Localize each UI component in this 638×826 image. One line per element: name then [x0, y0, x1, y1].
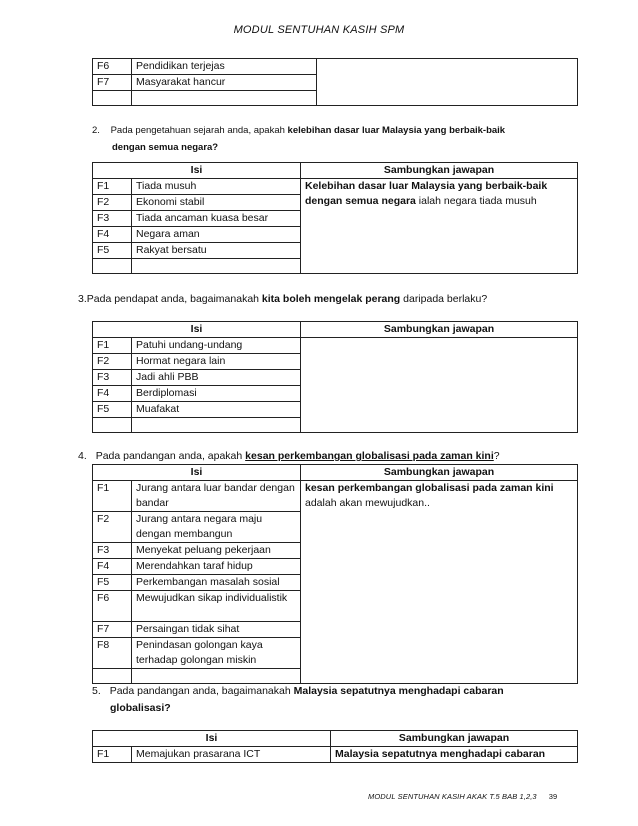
column-header-isi: Isi [93, 163, 301, 179]
table-row [93, 179, 578, 195]
row-code: F6 [93, 59, 132, 75]
page-header: MODUL SENTUHAN KASIH SPM [233, 24, 405, 36]
table-row [93, 481, 578, 512]
row-text: Perkembangan masalah sosial [132, 575, 301, 591]
page-footer [368, 792, 557, 801]
question-number: 5. [92, 685, 101, 697]
question-text-end: daripada berlaku? [400, 293, 488, 305]
question-4 [78, 448, 578, 465]
row-text: Memajukan prasarana ICT [132, 747, 331, 763]
row-text: Penindasan golongan kaya terhadap golongan miskin [132, 638, 301, 669]
row-text: Jurang antara negara maju dengan membangun [132, 512, 301, 543]
row-text: Menyekat peluang pekerjaan [132, 543, 301, 559]
column-header-sambungan: Sambungkan jawapan [331, 731, 578, 747]
row-code: F5 [93, 243, 132, 259]
table-q2 [92, 162, 578, 274]
row-code: F1 [93, 747, 132, 763]
row-code: F6 [93, 591, 132, 622]
row-text: Pendidikan terjejas [132, 59, 317, 75]
row-code: F5 [93, 575, 132, 591]
question-2 [92, 122, 562, 156]
row-text: Jurang antara luar bandar dengan bandar [132, 481, 301, 512]
answer-bold: Malaysia sepatutnya menghadapi cabaran [335, 748, 546, 760]
answer-cell [317, 59, 578, 106]
column-header-isi: Isi [93, 322, 301, 338]
row-text: Masyarakat hancur [132, 75, 317, 91]
question-text: Pada pandangan anda, apakah [95, 450, 246, 462]
row-code: F8 [93, 638, 132, 669]
column-header-isi: Isi [93, 731, 331, 747]
row-text: Persaingan tidak sihat [132, 622, 301, 638]
question-bold: kelebihan dasar luar Malaysia yang berbaik-baik [287, 125, 506, 136]
row-code: F7 [93, 75, 132, 91]
question-3 [78, 291, 578, 308]
answer-bold: kesan perkembangan globalisasi pada zaman kini [305, 482, 554, 494]
row-code: F5 [93, 402, 132, 418]
question-number: 4. [78, 450, 87, 462]
row-text: Merendahkan taraf hidup [132, 559, 301, 575]
row-code: F1 [93, 338, 132, 354]
table-continuation [92, 58, 578, 106]
answer-cell [331, 747, 578, 763]
row-text: Tiada ancaman kuasa besar [132, 211, 301, 227]
row-text: Rakyat bersatu [132, 243, 301, 259]
table-row [93, 747, 578, 763]
question-bold: kesan perkembangan globalisasi pada zaman kini [245, 450, 494, 462]
row-code: F3 [93, 211, 132, 227]
row-code: F3 [93, 543, 132, 559]
row-text: Negara aman [132, 227, 301, 243]
question-text-end: ? [493, 450, 500, 462]
row-code: F4 [93, 227, 132, 243]
column-header-isi: Isi [93, 465, 301, 481]
answer-rest: ialah negara tiada musuh [415, 195, 537, 207]
page-number: 39 [548, 792, 558, 801]
table-q3 [92, 321, 578, 433]
row-code: F2 [93, 512, 132, 543]
question-bold-2: dengan semua negara? [112, 142, 219, 153]
column-header-sambungan: Sambungkan jawapan [301, 322, 578, 338]
answer-cell [301, 338, 578, 433]
question-text: Pada pandangan anda, bagaimanakah [109, 685, 294, 697]
row-text: Tiada musuh [132, 179, 301, 195]
answer-bold: Kelebihan dasar luar Malaysia yang berbaik-baik dengan semua negara [305, 180, 548, 207]
table-row [93, 338, 578, 354]
row-code: F3 [93, 370, 132, 386]
table-q4 [92, 464, 578, 684]
row-code: F1 [93, 179, 132, 195]
row-text: Jadi ahli PBB [132, 370, 301, 386]
row-text: Ekonomi stabil [132, 195, 301, 211]
question-number: 2. [92, 125, 100, 136]
row-code: F2 [93, 195, 132, 211]
table-q5 [92, 730, 578, 763]
row-text: Muafakat [132, 402, 301, 418]
column-header-sambungan: Sambungkan jawapan [301, 163, 578, 179]
row-code: F1 [93, 481, 132, 512]
row-text: Berdiplomasi [132, 386, 301, 402]
row-code: F4 [93, 559, 132, 575]
answer-cell [301, 481, 578, 684]
question-bold-2: globalisasi? [110, 702, 171, 714]
row-code: F2 [93, 354, 132, 370]
answer-cell [301, 179, 578, 274]
row-code: F7 [93, 622, 132, 638]
question-bold: Malaysia sepatutnya menghadapi cabaran [293, 685, 504, 697]
question-text: Pada pengetahuan sejarah anda, apakah [110, 125, 288, 136]
question-5 [92, 683, 572, 717]
row-text: Hormat negara lain [132, 354, 301, 370]
row-code: F4 [93, 386, 132, 402]
row-text: Mewujudkan sikap individualistik [132, 591, 301, 622]
answer-rest: adalah akan mewujudkan.. [305, 497, 430, 509]
row-text: Patuhi undang-undang [132, 338, 301, 354]
column-header-sambungan: Sambungkan jawapan [301, 465, 578, 481]
table-row [93, 59, 578, 75]
footer-text: MODUL SENTUHAN KASIH AKAK T.5 BAB 1,2,3 [368, 792, 537, 801]
question-number: 3. [78, 293, 87, 305]
question-text: Pada pendapat anda, bagaimanakah [86, 293, 262, 305]
question-bold: kita boleh mengelak perang [261, 293, 401, 305]
